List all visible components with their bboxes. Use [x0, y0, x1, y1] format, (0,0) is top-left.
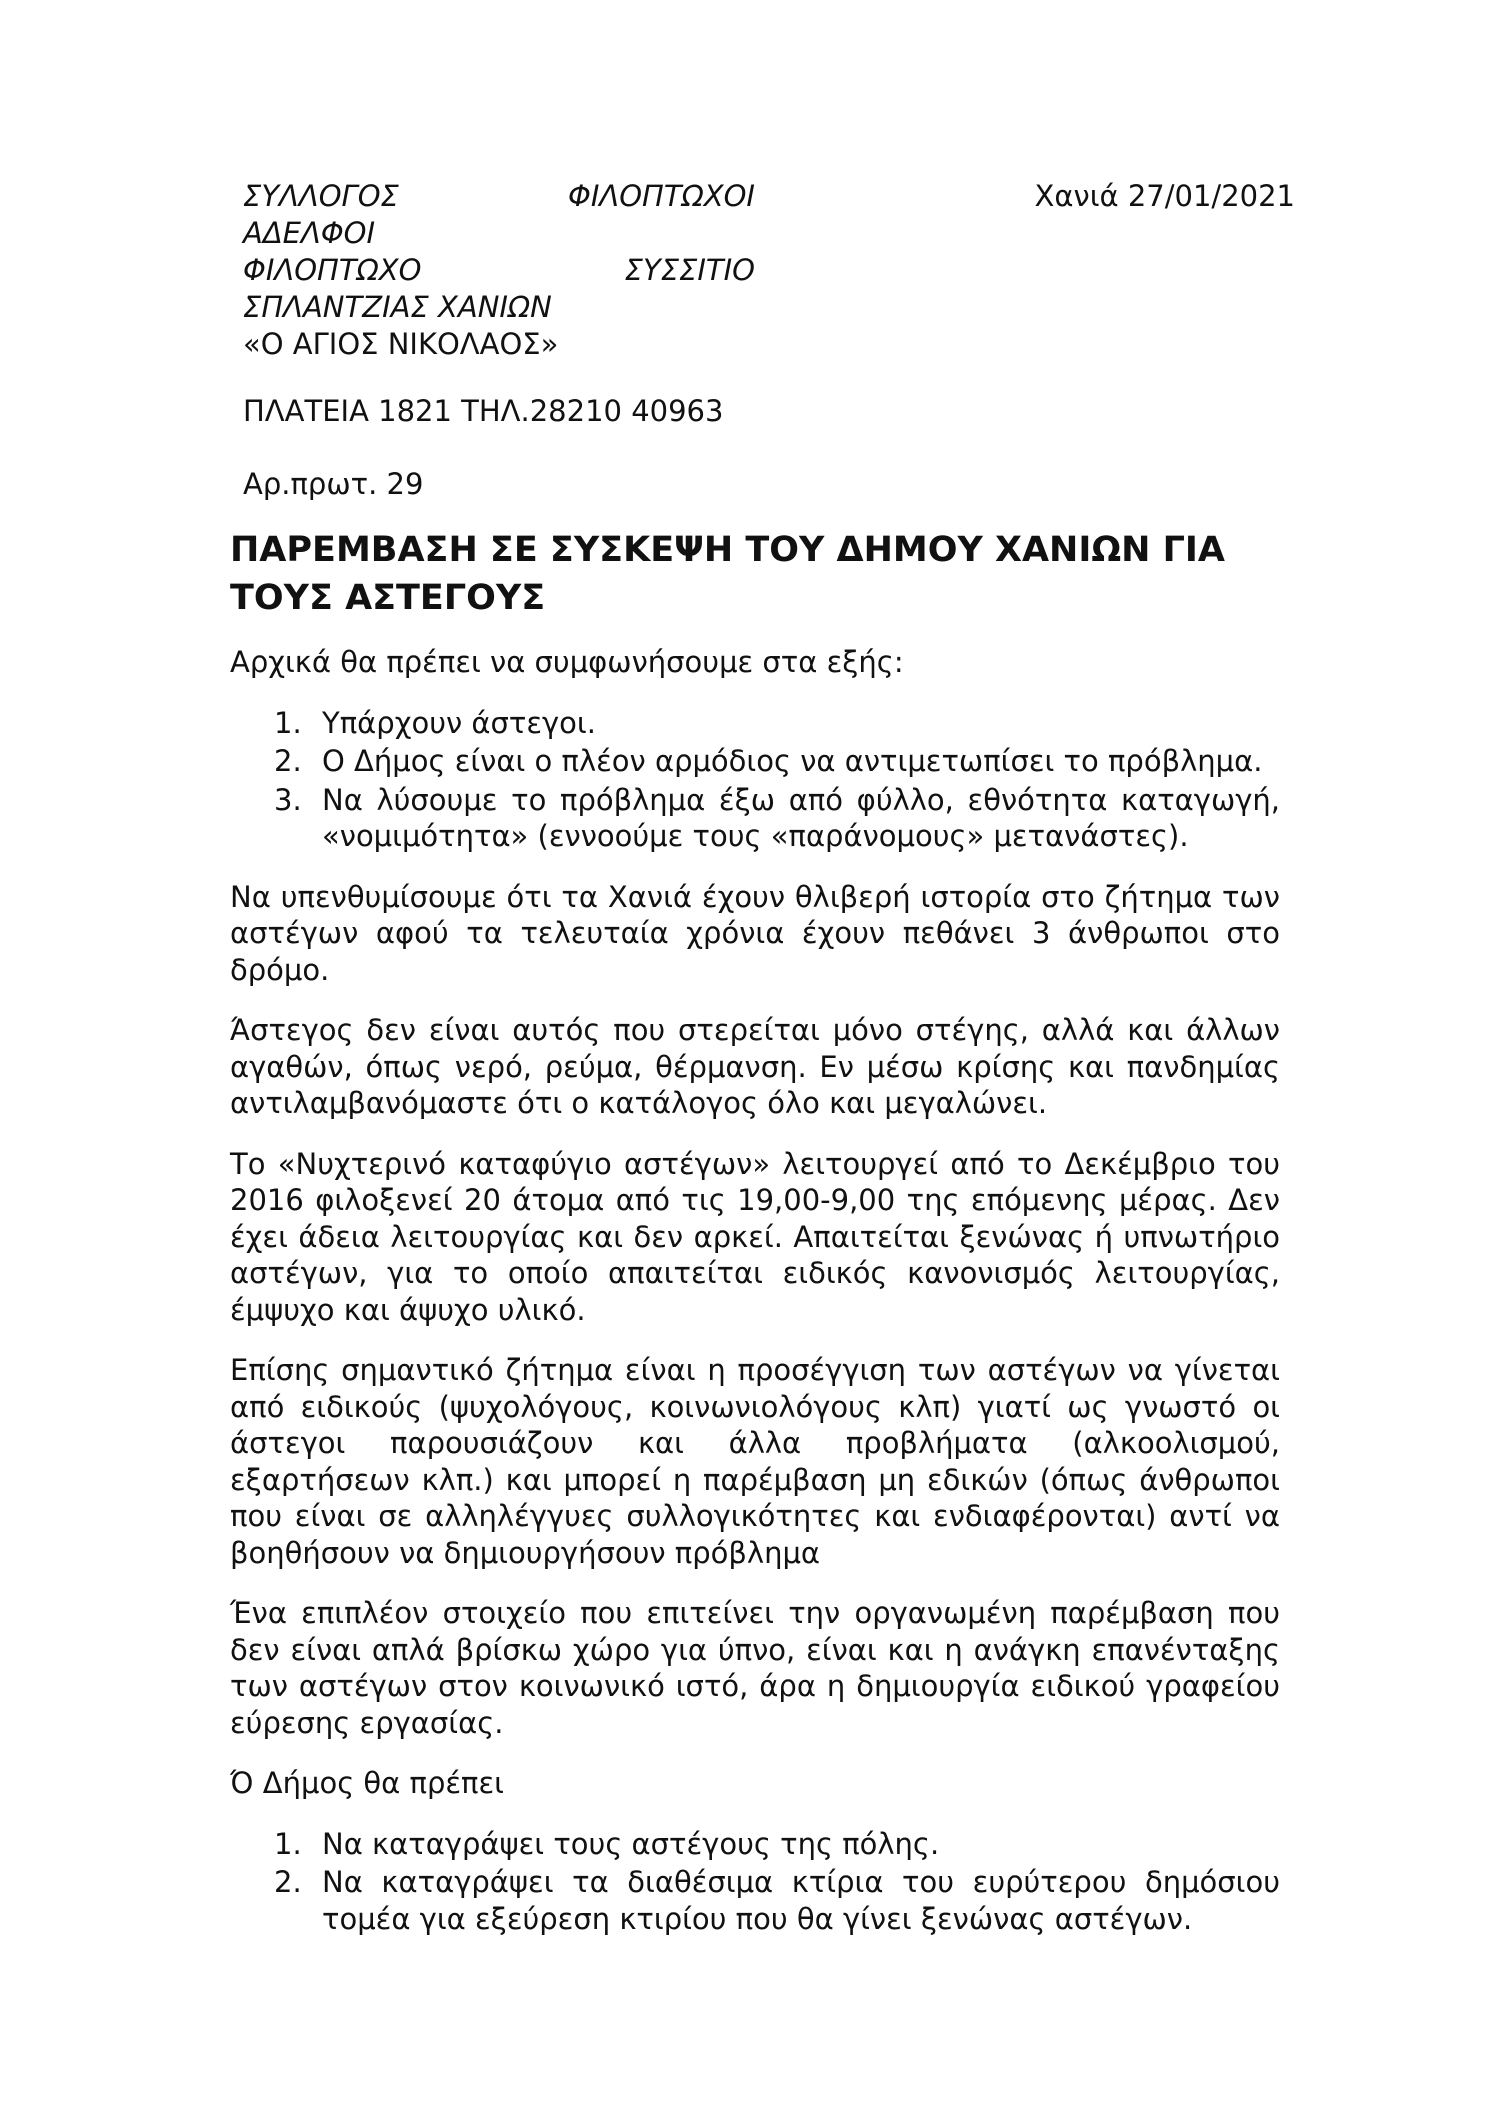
organization-header: [243, 178, 763, 363]
list-item-text: Ο Δήμος είναι ο πλέον αρμόδιος να αντιμετωπίσει το πρόβλημα.: [322, 744, 1263, 778]
protocol-number: Αρ.πρωτ. 29: [243, 467, 424, 501]
body-paragraph: Ό Δήμος θα πρέπει: [230, 1766, 504, 1800]
list-item-text: Να λύσουμε το πρόβλημα έξω από φύλλο, εθνότητα καταγωγή, «νομιμότητα» (εννοούμε τους «παράνομους» μετανάστες).: [322, 782, 1280, 853]
list-item-text: Υπάρχουν άστεγοι.: [322, 705, 596, 740]
org-name-line-1: [243, 178, 755, 215]
org-name-line-4: ΣΠΛΑΝΤΖΙΑΣ ΧΑΝΙΩΝ: [243, 290, 552, 324]
list-item: [230, 782, 1280, 855]
list-number: 2.: [274, 1865, 302, 1899]
list-item: [230, 743, 1280, 780]
list-number: 1.: [274, 705, 302, 740]
body-paragraph: Να υπενθυμίσουμε ότι τα Χανιά έχουν θλιβερή ιστορία στο ζήτημα των αστέγων αφού τα τελευταία χρόνια έχουν πεθάνει 3 άνθρωποι στο δρόμο.: [230, 879, 1280, 987]
org-address: ΠΛΑΤΕΙΑ 1821 ΤΗΛ.28210 40963: [243, 394, 724, 428]
org-name-word: ΣΥΛΛΟΓΟΣ: [243, 179, 399, 213]
list-item: [230, 705, 1280, 742]
document-title: ΠΑΡΕΜΒΑΣΗ ΣΕ ΣΥΣΚΕΨΗ ΤΟΥ ΔΗΜΟΥ ΧΑΝΙΩΝ ΓΙΑ ΤΟΥΣ ΑΣΤΕΓΟΥΣ: [230, 530, 1226, 618]
list-number: 2.: [274, 744, 302, 778]
list-item: [230, 1864, 1280, 1937]
document-body: [230, 526, 1280, 1961]
list-item-text: Να καταγράψει τους αστέγους της πόλης.: [322, 1826, 940, 1861]
list-number: 3.: [274, 782, 302, 817]
org-name-word: ΣΥΣΣΙΤΙΟ: [624, 253, 755, 287]
list-item: [230, 1826, 1280, 1863]
agreement-list: [230, 705, 1280, 855]
body-paragraph: Ένα επιπλέον στοιχείο που επιτείνει την οργανωμένη παρέμβαση που δεν είναι απλά βρίσκω χώρο για ύπνο, είναι και η ανάγκη επανένταξης των αστέγων στον κοινωνικό ιστό, άρα η δημιουργία ειδικού γραφείου εύρεσης εργασίας.: [230, 1596, 1280, 1740]
org-name-word: ΦΙΛΟΠΤΩΧΟ: [243, 253, 422, 287]
document-date: Χανιά 27/01/2021: [1034, 179, 1295, 213]
municipality-actions-list: [230, 1826, 1280, 1938]
org-name-line-5: «Ο ΑΓΙΟΣ ΝΙΚΟΛΑΟΣ»: [243, 327, 559, 361]
list-number: 1.: [274, 1826, 302, 1861]
list-item-text: Να καταγράψει τα διαθέσιμα κτίρια του ευρύτερου δημόσιου τομέα για εξεύρεση κτιρίου που θα γίνει ξενώνας αστέγων.: [322, 1865, 1280, 1936]
org-name-line-3: [243, 252, 755, 289]
body-paragraph: Το «Νυχτερινό καταφύγιο αστέγων» λειτουργεί από το Δεκέμβριο του 2016 φιλοξενεί 20 άτομα από τις 19,00-9,00 της επόμενης μέρας. Δεν έχει άδεια λειτουργίας και δεν αρκεί. Απαιτείται ξενώνας ή υπνωτήριο αστέγων, για το οποίο απαιτείται ειδικός κανονισμός λειτουργίας, έμψυχο και άψυχο υλικό.: [230, 1146, 1280, 1327]
org-name-line-2: ΑΔΕΛΦΟΙ: [243, 216, 376, 250]
body-paragraph: Άστεγος δεν είναι αυτός που στερείται μόνο στέγης, αλλά και άλλων αγαθών, όπως νερό, ρεύμα, θέρμανση. Εν μέσω κρίσης και πανδημίας αντιλαμβανόμαστε ότι ο κατάλογος όλο και μεγαλώνει.: [230, 1013, 1280, 1120]
intro-paragraph: Αρχικά θα πρέπει να συμφωνήσουμε στα εξής:: [230, 645, 904, 679]
body-paragraph: Επίσης σημαντικό ζήτημα είναι η προσέγγιση των αστέγων να γίνεται από ειδικούς (ψυχολόγους, κοινωνιολόγους κλπ) γιατί ως γνωστό οι άστεγοι παρουσιάζουν και άλλα προβλήματα (αλκοολισμού, εξαρτήσεων κλπ.) και μπορεί η παρέμβαση μη εδικών (όπως άνθρωποι που είναι σε αλληλέγγυες συλλογικότητες και ενδιαφέρονται) αντί να βοηθήσουν να δημιουργήσουν πρόβλημα: [230, 1353, 1280, 1570]
org-name-word: ΦΙΛΟΠΤΩΧΟΙ: [568, 179, 755, 213]
